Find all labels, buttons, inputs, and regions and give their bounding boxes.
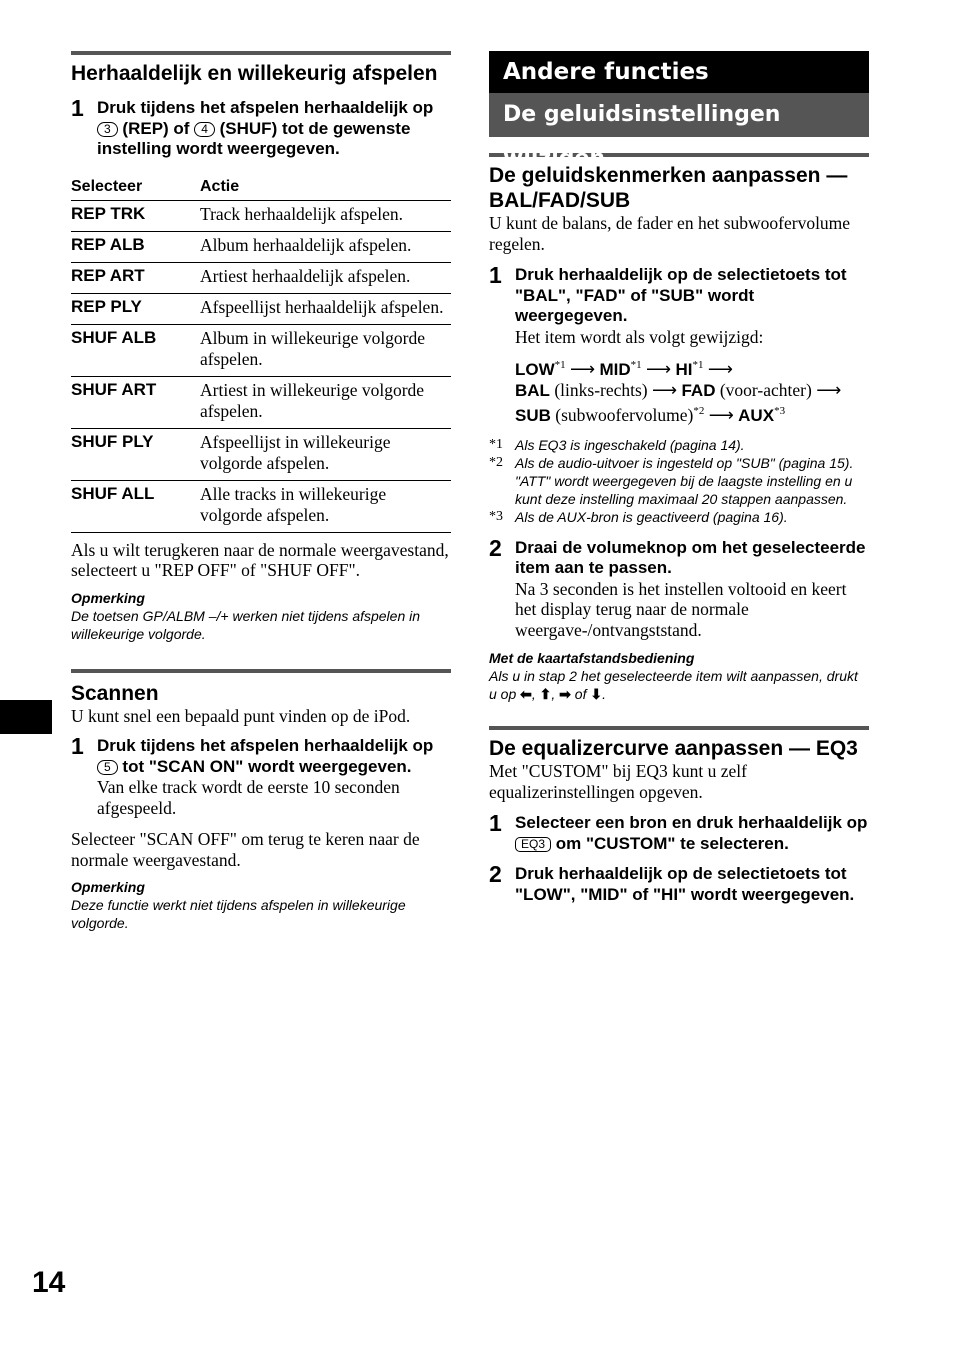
section-banner: De geluidsinstellingen wijzigen [489, 93, 869, 137]
table-row [71, 324, 451, 376]
setting-flow [515, 355, 869, 426]
table-row [71, 231, 451, 262]
flow-fad: FAD [681, 380, 716, 400]
table-row [71, 262, 451, 293]
mode-action: Album herhaaldelijk afspelen. [200, 231, 451, 262]
step-number: 1 [489, 810, 502, 837]
table-header-action: Actie [200, 174, 451, 201]
note-text: De toetsen GP/ALBM –/+ werken niet tijdens afspelen in willekeurige volgorde. [71, 607, 421, 642]
remote-note: Als u in stap 2 het geselecteerde item wilt aanpassen, drukt u op ⬅, ⬆, ➡ of ⬇. [489, 668, 858, 703]
footnote-text: "ATT" wordt weergegeven bij de laagste instelling en u kunt deze instelling maximaal 20 stappen aanpassen. [515, 472, 853, 507]
mode-action: Track herhaaldelijk afspelen. [200, 200, 451, 231]
step-detail: Het item wordt als volgt gewijzigd: [515, 326, 764, 347]
left-column [71, 0, 451, 932]
repeat-mode-table [71, 174, 451, 533]
step-number: 1 [71, 733, 84, 759]
flow-aux: AUX [738, 405, 775, 425]
section-title-scan: Scannen [71, 681, 159, 705]
arrow-right-icon: ⟶ [570, 358, 596, 379]
arrow-down-icon: ⬇ [590, 686, 603, 703]
table-row [71, 428, 451, 480]
note-text: Deze functie werkt niet tijdens afspelen in willekeurige volgorde. [71, 897, 406, 931]
step-detail: Van elke track wordt de eerste 10 seconden afgespeeld. [97, 777, 400, 818]
balfad-step-2 [489, 534, 869, 641]
footnote-ref: *1 [554, 359, 566, 371]
footnote-ref: *2 [693, 404, 705, 417]
step-text: tot "SCAN ON" wordt weergegeven. [122, 756, 412, 776]
footnote-mark: *1 [489, 436, 503, 452]
mode-name: SHUF ART [71, 376, 200, 428]
step-text: Druk tijdens het afspelen herhaaldelijk op [97, 736, 434, 755]
chapter-banner: Andere functies [489, 51, 869, 93]
table-row [71, 200, 451, 231]
repeat-after-text: Als u wilt terugkeren naar de normale weergavestand, selecteert u "REP OFF" of "SHUF OFF". [71, 539, 449, 580]
arrow-left-icon: ⬅ [520, 686, 532, 703]
table-row [71, 293, 451, 324]
mode-name: REP ART [71, 262, 200, 293]
flow-hi: HI [675, 359, 693, 379]
note-title: Opmerking [71, 589, 145, 606]
arrow-right-icon: ⟶ [646, 358, 672, 379]
eq3-step-1 [489, 810, 869, 854]
section-divider [489, 726, 869, 730]
flow-bal: BAL [515, 380, 550, 400]
note-title: Opmerking [71, 879, 145, 895]
flow-sub: SUB [515, 405, 551, 425]
table-row [71, 376, 451, 428]
scan-intro: U kunt snel een bepaald punt vinden op de iPod. [71, 705, 411, 726]
step-text: om "CUSTOM" te selecteren. [555, 833, 789, 853]
mode-action: Alle tracks in willekeurige volgorde afspelen. [200, 480, 451, 532]
mode-action: Afspeellijst in willekeurige volgorde afspelen. [200, 428, 451, 480]
eq3-button-icon: EQ3 [515, 837, 551, 852]
scan-step-1 [71, 733, 451, 818]
table-header-select: Selecteer [71, 174, 200, 201]
step-detail: Na 3 seconden is het instellen voltooid en keert het display terug naar de normale weergave-/ontvangststand. [515, 578, 847, 640]
step-text: Druk herhaaldelijk op de selectietoets tot "BAL", "FAD" of "SUB" wordt weergegeven. [515, 265, 847, 325]
step-text: Draai de volumeknop om het geselecteerde item aan te passen. [515, 537, 866, 578]
section-divider [71, 51, 451, 55]
footnote-text: Als de audio-uitvoer is ingesteld op "SUB" (pagina 15). [515, 454, 854, 471]
remote-note-text: Als u in stap 2 het geselecteerde item wilt aanpassen, drukt u op [489, 668, 858, 703]
remote-note-title: Met de kaartafstandsbediening [489, 650, 695, 667]
remote-note-text: of [574, 686, 587, 703]
arrow-right-icon: ⟶ [816, 379, 842, 400]
footnote [489, 454, 869, 508]
chapter-tab-marker [0, 700, 52, 734]
mode-name: SHUF PLY [71, 428, 200, 480]
repeat-step-1 [71, 95, 451, 160]
table-row [71, 480, 451, 532]
footnote-mark: *3 [489, 508, 503, 524]
mode-name: REP PLY [71, 293, 200, 324]
footnote [489, 508, 869, 526]
step-number: 1 [489, 262, 502, 288]
arrow-right-icon: ⟶ [652, 379, 678, 400]
eq3-intro: Met "CUSTOM" bij EQ3 kunt u zelf equalizerinstellingen opgeven. [489, 761, 747, 802]
footnote-ref: *3 [774, 404, 786, 417]
balfad-step-1 [489, 262, 869, 426]
mode-name: REP TRK [71, 200, 200, 231]
arrow-right-icon: ➡ [559, 686, 571, 703]
arrow-right-icon: ⟶ [708, 404, 734, 425]
step-text: Selecteer een bron en druk herhaaldelijk op [515, 813, 868, 833]
step-text: (SHUF) tot de gewenste instelling wordt weergegeven. [97, 118, 411, 158]
footnote-text: Als de AUX-bron is geactiveerd (pagina 16). [515, 508, 788, 525]
mode-name: SHUF ALB [71, 324, 200, 376]
mode-action: Artiest herhaaldelijk afspelen. [200, 262, 451, 293]
flow-mid: MID [599, 359, 631, 379]
mode-name: SHUF ALL [71, 480, 200, 532]
footnote-text: Als EQ3 is ingeschakeld (pagina 14). [515, 436, 745, 453]
flow-desc: (voor-achter) [719, 379, 812, 400]
footnotes [489, 436, 869, 526]
flow-low: LOW [515, 359, 555, 379]
arrow-up-icon: ⬆ [539, 686, 552, 703]
mode-name: REP ALB [71, 231, 200, 262]
step-text: Druk tijdens het afspelen herhaaldelijk op [97, 98, 434, 117]
page-number: 14 [32, 1266, 66, 1299]
step-text: Druk herhaaldelijk op de selectietoets tot "LOW", "MID" of "HI" wordt weergegeven. [515, 864, 855, 904]
step-number: 2 [489, 534, 502, 561]
right-column [489, 0, 869, 905]
section-title-eq3: De equalizercurve aanpassen — EQ3 [489, 737, 858, 761]
step-number: 2 [489, 861, 502, 888]
footnote-mark: *2 [489, 454, 503, 470]
arrow-right-icon: ⟶ [707, 358, 733, 379]
balfad-intro: U kunt de balans, de fader en het subwoofervolume regelen. [489, 213, 851, 254]
footnote [489, 436, 869, 454]
section-divider [71, 669, 451, 673]
footnote-ref: *1 [692, 359, 704, 371]
eq3-step-2 [489, 861, 869, 905]
mode-action: Album in willekeurige volgorde afspelen. [200, 324, 451, 376]
step-text: (REP) of [122, 118, 190, 138]
flow-desc: (subwoofervolume) [555, 404, 694, 425]
section-title-repeat: Herhaaldelijk en willekeurig afspelen [71, 62, 438, 85]
button-3-icon: 3 [97, 122, 118, 137]
footnote-ref: *1 [630, 359, 642, 371]
scan-after-text: Selecteer "SCAN OFF" om terug te keren naar de normale weergavestand. [71, 829, 420, 870]
mode-action: Afspeellijst herhaaldelijk afspelen. [200, 293, 451, 324]
button-4-icon: 4 [194, 122, 215, 137]
section-title-balfad: De geluidskenmerken aanpassen — BAL/FAD/SUB [489, 164, 848, 212]
mode-action: Artiest in willekeurige volgorde afspelen. [200, 376, 451, 428]
step-number: 1 [71, 95, 84, 121]
button-5-icon: 5 [97, 760, 118, 775]
flow-desc: (links-rechts) [554, 379, 648, 400]
